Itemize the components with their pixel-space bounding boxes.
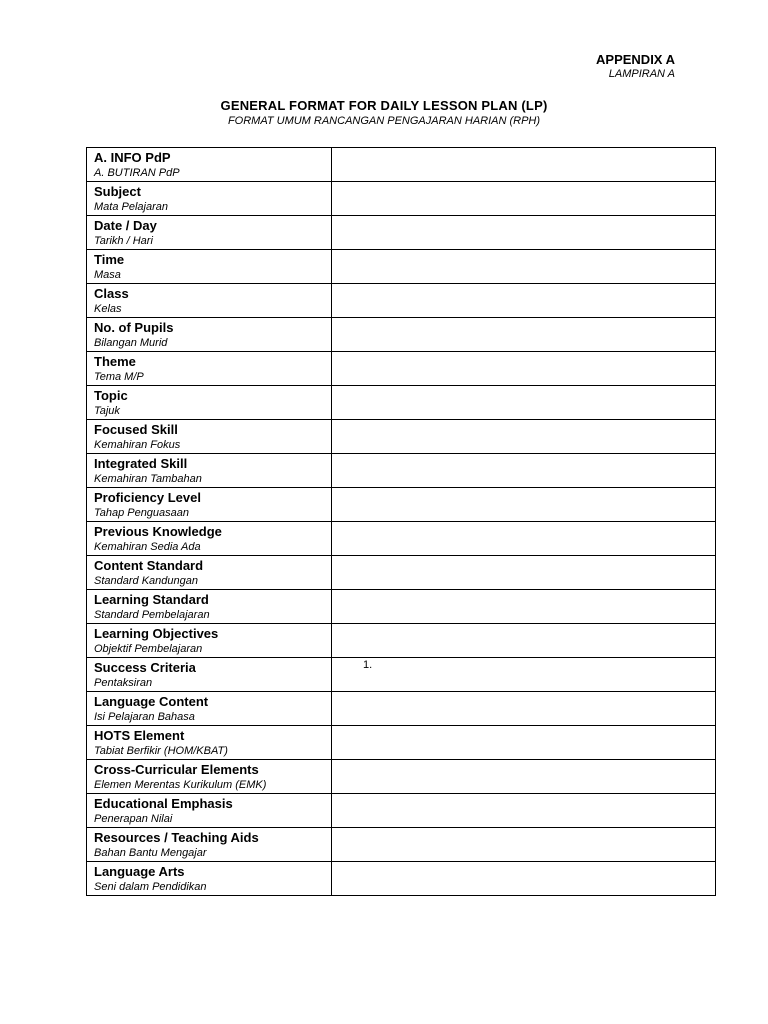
field-label: Educational Emphasis [94,796,233,811]
field-label-cell [87,658,332,692]
field-label: Learning Objectives [94,626,219,641]
field-sublabel: A. BUTIRAN PdP [94,167,180,179]
field-label-cell [87,318,332,352]
field-value-cell[interactable] [332,624,716,658]
field-sublabel: Penerapan Nilai [94,813,173,825]
field-label: Cross-Curricular Elements [94,762,259,777]
field-label-cell [87,216,332,250]
field-label: Content Standard [94,558,204,573]
field-value-cell[interactable] [332,590,716,624]
document-heading [0,98,768,128]
field-value-cell[interactable] [332,284,716,318]
table-row [87,488,716,522]
field-sublabel: Tabiat Berfikir (HOM/KBAT) [94,745,228,757]
table-row [87,352,716,386]
lesson-plan-table [86,147,716,896]
field-label: Proficiency Level [94,490,201,505]
table-row [87,692,716,726]
field-label-cell [87,284,332,318]
field-sublabel: Tahap Penguasaan [94,507,190,519]
field-sublabel: Tajuk [94,405,120,417]
field-label-cell [87,760,332,794]
table-row [87,386,716,420]
field-sublabel: Masa [94,269,121,281]
field-sublabel: Isi Pelajaran Bahasa [94,711,195,723]
field-label: Subject [94,184,141,199]
field-label-cell [87,794,332,828]
field-value-cell[interactable] [332,250,716,284]
appendix-title: APPENDIX A [596,52,675,67]
table-row [87,454,716,488]
field-label: Previous Knowledge [94,524,222,539]
table-row [87,556,716,590]
field-label-cell [87,522,332,556]
field-label-cell [87,352,332,386]
field-label: Integrated Skill [94,456,188,471]
field-label-cell [87,250,332,284]
field-sublabel: Pentaksiran [94,677,153,689]
table-row [87,318,716,352]
field-label: Language Arts [94,864,185,879]
field-label: Learning Standard [94,592,209,607]
field-label-cell [87,726,332,760]
field-label-cell [87,454,332,488]
field-label-cell [87,556,332,590]
field-label-cell [87,148,332,182]
field-sublabel: Objektif Pembelajaran [94,643,203,655]
table-row [87,182,716,216]
field-sublabel: Seni dalam Pendidikan [94,881,207,893]
lesson-plan-body [87,148,716,896]
document-title: GENERAL FORMAT FOR DAILY LESSON PLAN (LP) [220,98,548,113]
field-value-cell[interactable] [332,148,716,182]
table-row [87,284,716,318]
field-sublabel: Kelas [94,303,122,315]
field-label: A. INFO PdP [94,150,171,165]
field-value-cell[interactable] [332,182,716,216]
document-subtitle: FORMAT UMUM RANCANGAN PENGAJARAN HARIAN (RPH) [227,115,541,127]
field-value-cell[interactable] [332,386,716,420]
appendix-header [596,52,675,81]
field-value-cell[interactable] [332,760,716,794]
table-row [87,420,716,454]
field-sublabel: Standard Pembelajaran [94,609,210,621]
field-value-cell[interactable]: 1. [332,658,716,692]
field-label-cell [87,624,332,658]
table-row [87,590,716,624]
field-label: Resources / Teaching Aids [94,830,259,845]
field-label: No. of Pupils [94,320,174,335]
field-sublabel: Kemahiran Fokus [94,439,181,451]
table-row [87,522,716,556]
table-row [87,148,716,182]
table-row [87,726,716,760]
field-value-cell[interactable] [332,318,716,352]
field-value-cell[interactable] [332,454,716,488]
field-value-cell[interactable] [332,794,716,828]
field-label: Topic [94,388,128,403]
field-sublabel: Standard Kandungan [94,575,198,587]
field-value-cell[interactable] [332,216,716,250]
field-sublabel: Mata Pelajaran [94,201,168,213]
field-value-cell[interactable] [332,828,716,862]
field-sublabel: Bahan Bantu Mengajar [94,847,207,859]
appendix-subtitle: LAMPIRAN A [608,68,675,80]
field-sublabel: Kemahiran Sedia Ada [94,541,201,553]
field-value-cell[interactable] [332,862,716,896]
field-label-cell [87,386,332,420]
field-sublabel: Kemahiran Tambahan [94,473,202,485]
table-row [87,862,716,896]
table-row [87,794,716,828]
table-row [87,624,716,658]
table-row [87,250,716,284]
field-value-cell[interactable] [332,488,716,522]
field-label-cell [87,828,332,862]
field-label: Language Content [94,694,209,709]
field-value-cell[interactable] [332,420,716,454]
field-sublabel: Bilangan Murid [94,337,168,349]
field-label: Success Criteria [94,660,196,675]
field-label: Time [94,252,125,267]
field-label-cell [87,488,332,522]
table-row [87,658,716,692]
field-sublabel: Elemen Merentas Kurikulum (EMK) [94,779,267,791]
field-label-cell [87,692,332,726]
table-row [87,760,716,794]
field-label-cell [87,182,332,216]
field-sublabel: Tarikh / Hari [94,235,153,247]
field-label: HOTS Element [94,728,185,743]
field-label-cell [87,862,332,896]
field-value-cell[interactable] [332,522,716,556]
table-row [87,828,716,862]
field-label: Focused Skill [94,422,178,437]
field-sublabel: Tema M/P [94,371,144,383]
field-label: Class [94,286,129,301]
field-value-cell[interactable] [332,692,716,726]
field-value-cell[interactable] [332,726,716,760]
field-value-cell[interactable] [332,352,716,386]
field-label: Date / Day [94,218,157,233]
field-label: Theme [94,354,136,369]
field-value-cell[interactable] [332,556,716,590]
field-label-cell [87,590,332,624]
table-row [87,216,716,250]
field-label-cell [87,420,332,454]
